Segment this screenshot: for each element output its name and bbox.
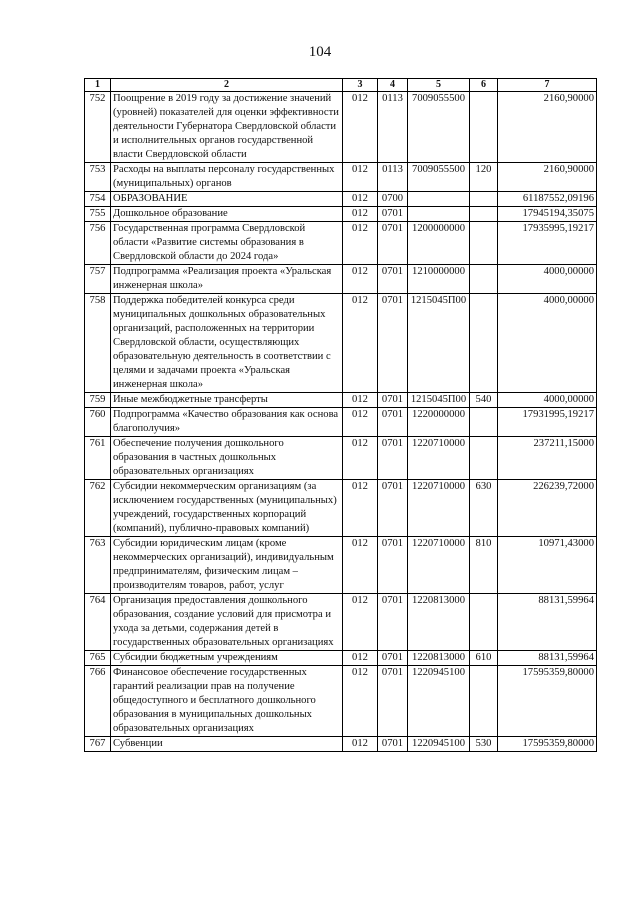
column-header: 5 bbox=[408, 79, 470, 92]
row-amount: 237211,15000 bbox=[498, 437, 597, 480]
expense-type-code: 120 bbox=[470, 163, 498, 192]
row-amount: 4000,00000 bbox=[498, 265, 597, 294]
expense-type-code: 530 bbox=[470, 737, 498, 752]
target-article-code: 1220813000 bbox=[408, 594, 470, 651]
expense-type-code bbox=[470, 594, 498, 651]
admin-code: 012 bbox=[343, 265, 378, 294]
section-code: 0701 bbox=[378, 651, 408, 666]
expense-type-code: 810 bbox=[470, 537, 498, 594]
row-description: Подпрограмма «Качество образования как основа благополучия» bbox=[111, 408, 343, 437]
column-header: 3 bbox=[343, 79, 378, 92]
admin-code: 012 bbox=[343, 294, 378, 393]
target-article-code bbox=[408, 192, 470, 207]
row-number: 767 bbox=[85, 737, 111, 752]
row-amount: 4000,00000 bbox=[498, 393, 597, 408]
expense-type-code bbox=[470, 222, 498, 265]
row-description: Субсидии некоммерческим организациям (за исключением государственных (муниципальных) учреждений, государственных корпораций (компаний), публично-правовых компаний) bbox=[111, 480, 343, 537]
admin-code: 012 bbox=[343, 163, 378, 192]
row-description: Государственная программа Свердловской области «Развитие системы образования в Свердловской области до 2024 года» bbox=[111, 222, 343, 265]
target-article-code: 1215045П00 bbox=[408, 294, 470, 393]
row-number: 755 bbox=[85, 207, 111, 222]
row-description: Финансовое обеспечение государственных гарантий реализации прав на получение общедоступного и бесплатного дошкольного образования в муниципальных дошкольных образовательных организациях bbox=[111, 666, 343, 737]
admin-code: 012 bbox=[343, 651, 378, 666]
section-code: 0701 bbox=[378, 594, 408, 651]
expense-type-code bbox=[470, 294, 498, 393]
section-code: 0113 bbox=[378, 163, 408, 192]
admin-code: 012 bbox=[343, 666, 378, 737]
row-amount: 17935995,19217 bbox=[498, 222, 597, 265]
target-article-code: 1220945100 bbox=[408, 666, 470, 737]
target-article-code: 1215045П00 bbox=[408, 393, 470, 408]
row-number: 756 bbox=[85, 222, 111, 265]
target-article-code: 1210000000 bbox=[408, 265, 470, 294]
admin-code: 012 bbox=[343, 737, 378, 752]
row-description: Расходы на выплаты персоналу государственных (муниципальных) органов bbox=[111, 163, 343, 192]
expense-type-code: 540 bbox=[470, 393, 498, 408]
section-code: 0701 bbox=[378, 666, 408, 737]
target-article-code: 1220710000 bbox=[408, 537, 470, 594]
target-article-code: 1220710000 bbox=[408, 480, 470, 537]
row-description: Субвенции bbox=[111, 737, 343, 752]
table-row bbox=[85, 437, 597, 480]
row-description: Поддержка победителей конкурса среди муниципальных дошкольных образовательных организаций, расположенных на территории Свердловской области, осуществляющих образовательную деятельность в соответствии с целями и задачами проекта «Уральская инженерная школа» bbox=[111, 294, 343, 393]
row-amount: 10971,43000 bbox=[498, 537, 597, 594]
table-row bbox=[85, 294, 597, 393]
table-row bbox=[85, 207, 597, 222]
column-header: 4 bbox=[378, 79, 408, 92]
table-row bbox=[85, 192, 597, 207]
admin-code: 012 bbox=[343, 594, 378, 651]
target-article-code: 7009055500 bbox=[408, 92, 470, 163]
row-amount: 88131,59964 bbox=[498, 594, 597, 651]
admin-code: 012 bbox=[343, 92, 378, 163]
row-description: Обеспечение получения дошкольного образования в частных дошкольных образовательных организациях bbox=[111, 437, 343, 480]
admin-code: 012 bbox=[343, 207, 378, 222]
column-header: 6 bbox=[470, 79, 498, 92]
row-number: 760 bbox=[85, 408, 111, 437]
row-description: Подпрограмма «Реализация проекта «Уральская инженерная школа» bbox=[111, 265, 343, 294]
row-description: Поощрение в 2019 году за достижение значений (уровней) показателей для оценки эффективности деятельности Губернатора Свердловской области и исполнительных органов государственной власти Свердловской области bbox=[111, 92, 343, 163]
target-article-code bbox=[408, 207, 470, 222]
table-row bbox=[85, 537, 597, 594]
row-description: Иные межбюджетные трансферты bbox=[111, 393, 343, 408]
row-amount: 4000,00000 bbox=[498, 294, 597, 393]
expense-type-code: 630 bbox=[470, 480, 498, 537]
row-description: Дошкольное образование bbox=[111, 207, 343, 222]
table-row bbox=[85, 393, 597, 408]
row-number: 753 bbox=[85, 163, 111, 192]
table-row bbox=[85, 480, 597, 537]
section-code: 0701 bbox=[378, 480, 408, 537]
column-header: 2 bbox=[111, 79, 343, 92]
expense-type-code bbox=[470, 408, 498, 437]
row-number: 754 bbox=[85, 192, 111, 207]
row-number: 758 bbox=[85, 294, 111, 393]
table-row bbox=[85, 265, 597, 294]
target-article-code: 1220000000 bbox=[408, 408, 470, 437]
row-amount: 17595359,80000 bbox=[498, 737, 597, 752]
row-amount: 88131,59964 bbox=[498, 651, 597, 666]
admin-code: 012 bbox=[343, 408, 378, 437]
section-code: 0701 bbox=[378, 265, 408, 294]
row-amount: 17945194,35075 bbox=[498, 207, 597, 222]
target-article-code: 1220710000 bbox=[408, 437, 470, 480]
section-code: 0701 bbox=[378, 207, 408, 222]
section-code: 0113 bbox=[378, 92, 408, 163]
row-description: Субсидии юридическим лицам (кроме некоммерческих организаций), индивидуальным предпринимателям, физическим лицам – производителям товаров, работ, услуг bbox=[111, 537, 343, 594]
table-header-row bbox=[85, 79, 597, 92]
expense-type-code bbox=[470, 666, 498, 737]
admin-code: 012 bbox=[343, 192, 378, 207]
table-row bbox=[85, 163, 597, 192]
section-code: 0701 bbox=[378, 537, 408, 594]
row-amount: 17931995,19217 bbox=[498, 408, 597, 437]
target-article-code: 7009055500 bbox=[408, 163, 470, 192]
section-code: 0701 bbox=[378, 408, 408, 437]
row-description: Субсидии бюджетным учреждениям bbox=[111, 651, 343, 666]
page-number: 104 bbox=[308, 44, 332, 60]
expense-type-code bbox=[470, 92, 498, 163]
admin-code: 012 bbox=[343, 393, 378, 408]
table-row bbox=[85, 666, 597, 737]
row-description: ОБРАЗОВАНИЕ bbox=[111, 192, 343, 207]
target-article-code: 1200000000 bbox=[408, 222, 470, 265]
row-amount: 2160,90000 bbox=[498, 163, 597, 192]
expense-type-code bbox=[470, 207, 498, 222]
table-row bbox=[85, 408, 597, 437]
section-code: 0701 bbox=[378, 294, 408, 393]
row-amount: 226239,72000 bbox=[498, 480, 597, 537]
admin-code: 012 bbox=[343, 537, 378, 594]
admin-code: 012 bbox=[343, 437, 378, 480]
row-number: 759 bbox=[85, 393, 111, 408]
row-number: 762 bbox=[85, 480, 111, 537]
row-number: 763 bbox=[85, 537, 111, 594]
table-row bbox=[85, 737, 597, 752]
row-amount: 17595359,80000 bbox=[498, 666, 597, 737]
row-number: 764 bbox=[85, 594, 111, 651]
admin-code: 012 bbox=[343, 222, 378, 265]
expense-type-code bbox=[470, 192, 498, 207]
table-row bbox=[85, 651, 597, 666]
budget-table bbox=[84, 78, 597, 752]
target-article-code: 1220813000 bbox=[408, 651, 470, 666]
row-description: Организация предоставления дошкольного образования, создание условий для присмотра и ухода за детьми, содержания детей в государственных образовательных организациях bbox=[111, 594, 343, 651]
row-number: 761 bbox=[85, 437, 111, 480]
table-row bbox=[85, 222, 597, 265]
row-amount: 2160,90000 bbox=[498, 92, 597, 163]
row-number: 766 bbox=[85, 666, 111, 737]
section-code: 0701 bbox=[378, 393, 408, 408]
table-row bbox=[85, 594, 597, 651]
row-number: 752 bbox=[85, 92, 111, 163]
table-row bbox=[85, 92, 597, 163]
section-code: 0701 bbox=[378, 437, 408, 480]
section-code: 0700 bbox=[378, 192, 408, 207]
row-number: 757 bbox=[85, 265, 111, 294]
expense-type-code bbox=[470, 437, 498, 480]
expense-type-code: 610 bbox=[470, 651, 498, 666]
admin-code: 012 bbox=[343, 480, 378, 537]
row-amount: 61187552,09196 bbox=[498, 192, 597, 207]
section-code: 0701 bbox=[378, 222, 408, 265]
expense-type-code bbox=[470, 265, 498, 294]
column-header: 7 bbox=[498, 79, 597, 92]
section-code: 0701 bbox=[378, 737, 408, 752]
target-article-code: 1220945100 bbox=[408, 737, 470, 752]
column-header: 1 bbox=[85, 79, 111, 92]
row-number: 765 bbox=[85, 651, 111, 666]
